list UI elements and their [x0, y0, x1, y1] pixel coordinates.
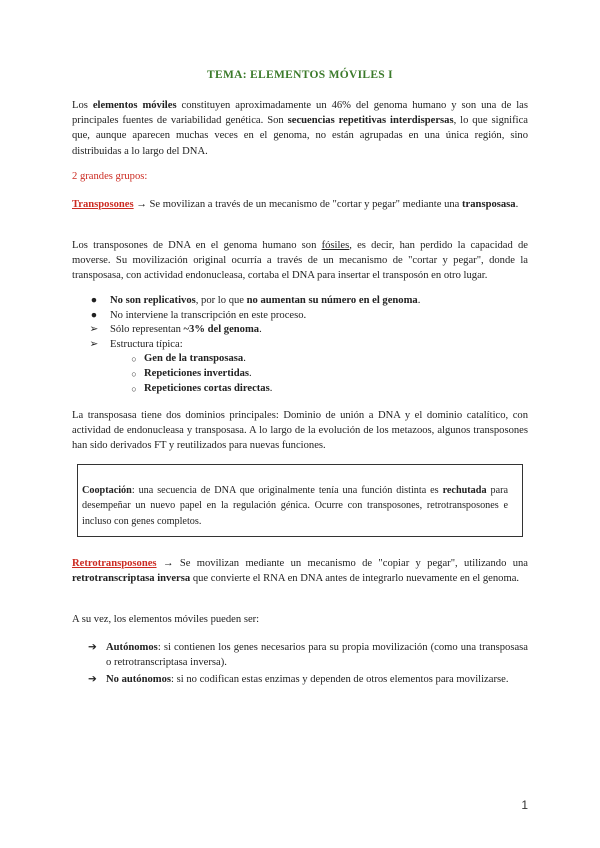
- arrowhead-icon: ➢: [89, 338, 99, 350]
- types-intro: A su vez, los elementos móviles pueden ser:: [72, 614, 260, 625]
- arrow-right-icon: ➔: [88, 674, 97, 686]
- arrowhead-icon: ➢: [89, 324, 99, 336]
- page-title: TEMA: ELEMENTOS MÓVILES I: [207, 69, 393, 81]
- list-item: ● No interviene la transcripción en este proceso.: [72, 309, 528, 324]
- intro-paragraph: Los elementos móviles constituyen aproximadamente un 46% del genoma humano y son una de las principales fuentes de variabilidad genética. Son secuencias repetitivas interdispersas, lo que significa que, aunque aparecen muchas veces en el genoma, no están agrupadas en una única región, sino distribuidas a lo largo del DNA.: [72, 100, 529, 157]
- groups-heading: 2 grandes grupos:: [72, 171, 148, 182]
- sub-list-item: ○ Repeticiones invertidas.: [72, 367, 528, 382]
- domains-paragraph: La transposasa tiene dos dominios principales: Dominio de unión a DNA y el dominio catalítico, con actividad de endonucleasa y transposasa. A lo largo de la evolución de los metazoos, algunos transposones han sido derivados FT y reutilizados para nuevas funciones.: [72, 410, 528, 452]
- circle-bullet-icon: ○: [131, 354, 137, 365]
- list-item: ➢ Sólo representan ~3% del genoma.: [72, 323, 528, 338]
- page-number: 1: [521, 798, 528, 812]
- sub-list-item: ○ Repeticiones cortas directas.: [72, 382, 528, 397]
- retrotransposones-paragraph: Retrotransposones → Se movilizan mediante un mecanismo de "copiar y pegar", utilizando una retrotranscriptasa inversa que convierte el RNA en DNA antes de integrarlo nuevamente en el genoma.: [72, 558, 528, 585]
- circle-bullet-icon: ○: [131, 368, 137, 379]
- cooptacion-text: Cooptación: una secuencia de DNA que originalmente tenía una función distinta es rechutada para desempeñar un nuevo papel en la regulación génica. Ocurre con transposones, retrotransposones e incluso con genes completos.: [82, 485, 509, 527]
- types-list: [72, 640, 528, 690]
- bullet-icon: ●: [90, 309, 98, 321]
- list-item: ➔ No autónomos: si no codifican estas enzimas y dependen de otros elementos para movilizarse.: [72, 672, 528, 687]
- bullet-icon: ●: [90, 295, 98, 306]
- list-item: ➔ Autónomos: si contienen los genes necesarios para su propia movilización (como una transposasa o retrotranscriptasa inversa).: [88, 642, 528, 669]
- sub-list-item: ○ Gen de la transposasa.: [72, 352, 528, 367]
- retrotransposones-label: Retrotransposones: [72, 558, 157, 569]
- list-item: ➢ Estructura típica:: [72, 338, 528, 353]
- transposones-label: Transposones: [72, 199, 134, 210]
- cooptacion-box: [77, 464, 523, 537]
- list-item: ● No son replicativos, por lo que no aumentan su número en el genoma.: [72, 294, 528, 309]
- fossils-paragraph: Los transposones de DNA en el genoma humano son fósiles, es decir, han perdido la capacidad de moverse. Su movilización original ocurría a través de un mecanismo de "cortar y pegar", donde la transposasa, con actividad endonucleasa, cortaba el DNA para insertar el transposón en otro lugar.: [72, 240, 528, 282]
- transposones-paragraph: Transposones → Se movilizan a través de un mecanismo de "cortar y pegar" mediante una transposasa.: [72, 199, 519, 210]
- arrow-right-icon: ➔: [88, 642, 97, 653]
- features-list: [72, 294, 528, 396]
- circle-bullet-icon: ○: [131, 383, 137, 394]
